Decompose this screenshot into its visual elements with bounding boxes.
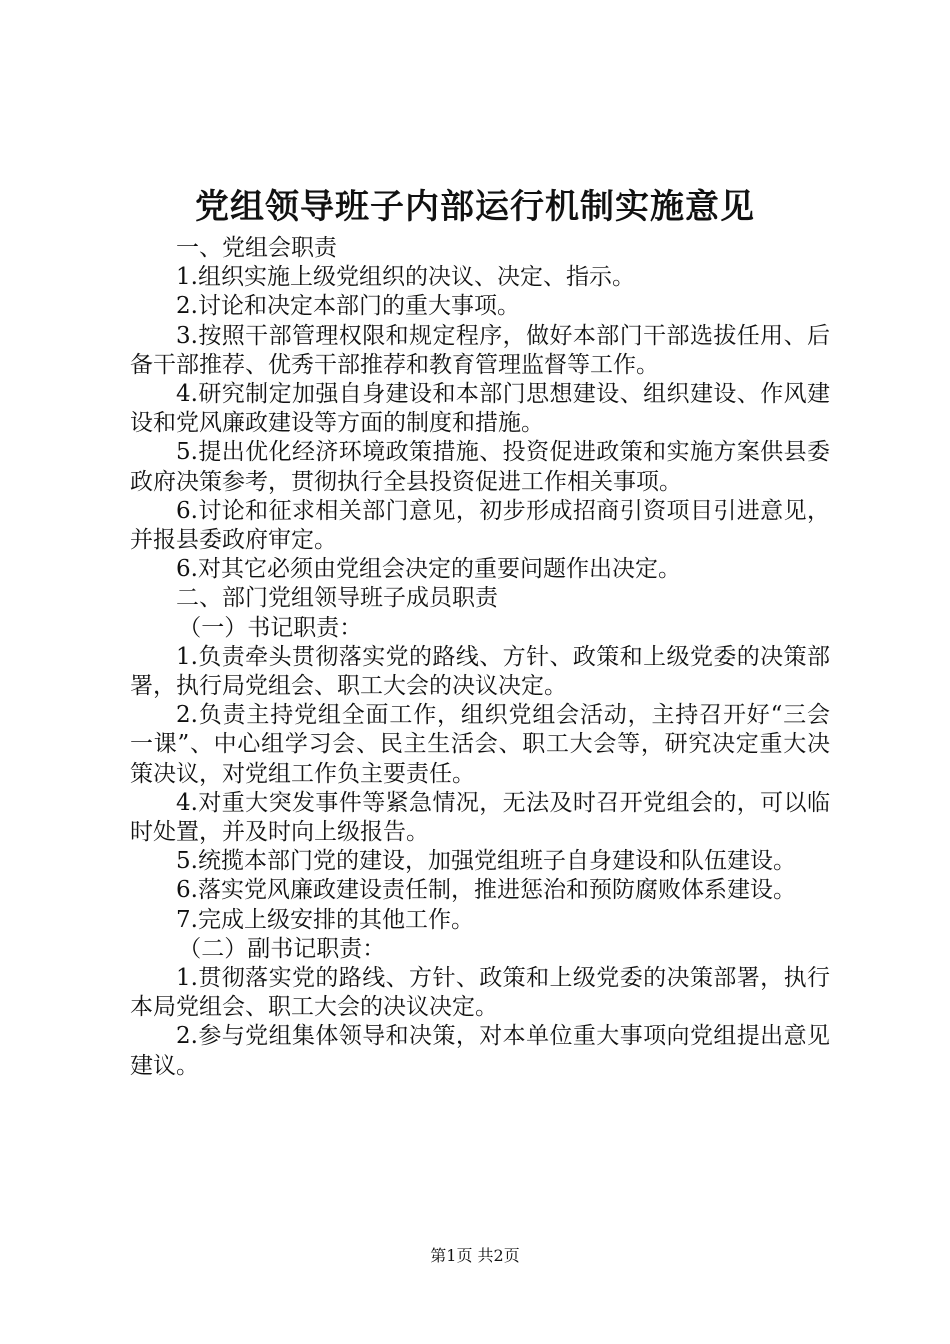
document-title: 党组领导班子内部运行机制实施意见 bbox=[195, 187, 755, 227]
subsection-heading-secretary: （一）书记职责： bbox=[178, 614, 363, 641]
paragraph: 2.负责主持党组全面工作，组织党组会活动，主持召开好“三会一课”、中心组学习会、民主生活会、职工大会等，研究决定重大决策决议，对党组工作负主要责任。 bbox=[130, 702, 830, 787]
paragraph: 3.按照干部管理权限和规定程序，做好本部门干部选拔任用、后备干部推荐、优秀干部推荐和教育管理监督等工作。 bbox=[130, 322, 830, 378]
paragraph: 2.讨论和决定本部门的重大事项。 bbox=[176, 293, 520, 320]
paragraph: 1.组织实施上级党组织的决议、决定、指示。 bbox=[176, 264, 635, 291]
paragraph: 5.统揽本部门党的建设，加强党组班子自身建设和队伍建设。 bbox=[176, 848, 796, 875]
section-heading-2: 二、部门党组领导班子成员职责 bbox=[176, 585, 498, 612]
paragraph: 1.贯彻落实党的路线、方针、政策和上级党委的决策部署，执行本局党组会、职工大会的决议决定。 bbox=[130, 965, 830, 1021]
section-heading-1: 一、党组会职责 bbox=[176, 235, 337, 261]
document-body bbox=[130, 234, 830, 1081]
paragraph: 2.参与党组集体领导和决策，对本单位重大事项向党组提出意见建议。 bbox=[130, 1023, 830, 1079]
paragraph: 6.讨论和征求相关部门意见，初步形成招商引资项目引进意见，并报县委政府审定。 bbox=[130, 497, 830, 554]
paragraph: 6.落实党风廉政建设责任制，推进惩治和预防腐败体系建设。 bbox=[176, 877, 796, 904]
page-number-footer: 第1页 共2页 bbox=[430, 1246, 520, 1265]
paragraph: 4.研究制定加强自身建设和本部门思想建设、组织建设、作风建设和党风廉政建设等方面的制度和措施。 bbox=[130, 381, 830, 437]
paragraph: 5.提出优化经济环境政策措施、投资促进政策和实施方案供县委政府决策参考，贯彻执行全县投资促进工作相关事项。 bbox=[130, 439, 830, 495]
paragraph: 1.负责牵头贯彻落实党的路线、方针、政策和上级党委的决策部署，执行局党组会、职工大会的决议决定。 bbox=[130, 643, 830, 700]
paragraph: 4.对重大突发事件等紧急情况，无法及时召开党组会的，可以临时处置，并及时向上级报告。 bbox=[130, 789, 830, 846]
paragraph: 7.完成上级安排的其他工作。 bbox=[176, 906, 474, 933]
subsection-heading-deputy: （二）副书记职责： bbox=[178, 935, 386, 962]
paragraph: 6.对其它必须由党组会决定的重要问题作出决定。 bbox=[176, 556, 681, 583]
